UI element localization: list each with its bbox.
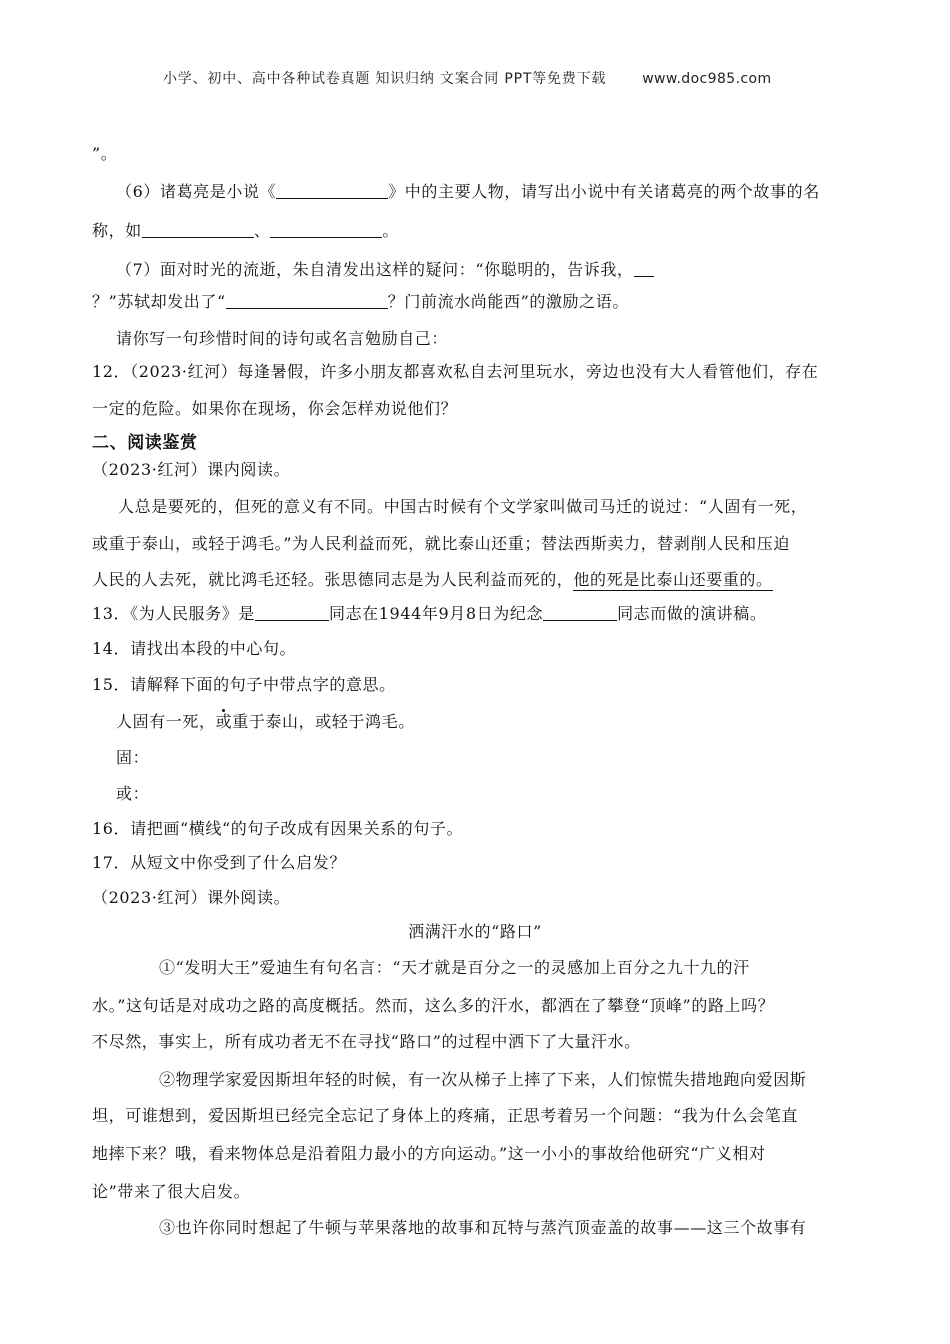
q13 — [92, 603, 766, 625]
section-title: 二、阅读鉴赏 — [92, 433, 198, 453]
q11-part7-line2 — [92, 291, 629, 313]
article-p2-line3: 地摔下来？哦，看来物体总是沿着阻力最小的方向运动。”这一小小的事故给他研究“广义相对 — [92, 1144, 766, 1163]
answer-blank-story-1[interactable] — [142, 220, 254, 238]
answer-blank-novel[interactable] — [276, 181, 388, 199]
header-text: 小学、初中、高中各种试卷真题 知识归纳 文案合同 PPT等免费下载 — [163, 71, 607, 87]
passage1-line3 — [92, 569, 773, 591]
q14: 14．请找出本段的中心句。 — [92, 639, 297, 658]
q11-part6-end: 。 — [382, 221, 400, 240]
q17: 17．从短文中你受到了什么启发？ — [92, 853, 346, 872]
passage1-line1: 人总是要死的，但死的意义有不同。中国古时候有个文学家叫做司马迁的说过：“人固有一死， — [118, 497, 808, 516]
article-p1-line3: 不尽然，事实上，所有成功者无不在寻找“路口”的过程中洒下了大量汗水。 — [92, 1032, 641, 1051]
q11-part6-sep: 、 — [253, 221, 271, 240]
article-p1-line1: ①“发明大王”爱迪生有句名言：“天才就是百分之一的灵感加上百分之九十九的汗 — [159, 958, 750, 977]
passage1-intro: （2023·红河）课内阅读。 — [92, 460, 291, 479]
q11-part7-line1 — [116, 259, 654, 281]
article-p2-line4: 论”带来了很大启发。 — [92, 1182, 251, 1201]
q13-text-c: 同志而做的演讲稿。 — [617, 604, 767, 623]
passage1-line2: 或重于泰山，或轻于鸿毛。”为人民利益而死，就比泰山还重；替法西斯卖力，替剥削人民和压迫 — [92, 534, 790, 553]
page-header — [163, 68, 772, 90]
article-title: 洒满汗水的“路口” — [408, 922, 542, 941]
q15-sentence — [116, 711, 415, 733]
answer-blank-author[interactable] — [255, 603, 329, 621]
q12-line1: 12．（2023·红河）每逢暑假，许多小朋友都喜欢私自去河里玩水，旁边也没有大人看管他们，存在 — [92, 362, 819, 381]
q11-part6-text-b: 》中的主要人物，请写出小说中有关诸葛亮的两个故事的名 — [388, 182, 820, 201]
underlined-sentence: 他的死是比泰山还要重的。 — [573, 570, 773, 589]
q15-huo-label: 或： — [116, 784, 150, 803]
q15: 15．请解释下面的句子中带点字的意思。 — [92, 675, 396, 694]
q11-part7-text-b: ？”苏轼却发出了“ — [92, 292, 226, 311]
article-p2-line1: ②物理学家爱因斯坦年轻的时候，有一次从梯子上摔了下来，人们惊慌失措地跑向爱因斯 — [159, 1070, 807, 1089]
q11-part7-text-c: ？门前流水尚能西”的激励之语。 — [387, 292, 629, 311]
header-url[interactable]: www.doc985.com — [642, 71, 772, 87]
q11-part6-line2 — [92, 220, 399, 242]
q11-part6-text-c: 称，如 — [92, 221, 142, 240]
article-p1-line2: 水。”这句话是对成功之路的高度概括。然而，这么多的汗水，都洒在了攀登“顶峰”的路上吗？ — [92, 996, 775, 1015]
q11-part6-line1 — [116, 181, 820, 203]
answer-blank-zhu-ziqing[interactable] — [634, 259, 654, 277]
article-p2-line2: 坦，可谁想到，爱因斯坦已经完全忘记了身体上的疼痛，正思考着另一个问题：“我为什么会笔直 — [92, 1106, 798, 1125]
passage1-line3-text: 人民的人去死，就比鸿毛还轻。张思德同志是为人民利益而死的， — [92, 570, 574, 589]
answer-blank-commemorated[interactable] — [543, 603, 617, 621]
q11-tail: ”。 — [92, 144, 118, 163]
answer-blank-story-2[interactable] — [270, 220, 382, 238]
q15-sentence-b: 重于泰山，或轻于鸿毛。 — [232, 712, 415, 731]
q13-text-a: 13．《为人民服务》是 — [92, 604, 255, 623]
dotted-character: 或 — [215, 712, 233, 731]
q15-sentence-a: 人固有一死， — [116, 712, 216, 731]
answer-blank-su-shi[interactable] — [226, 291, 388, 309]
article-p3-line1: ③也许你同时想起了牛顿与苹果落地的故事和瓦特与蒸汽顶壶盖的故事——这三个故事有 — [159, 1218, 807, 1237]
q15-gu-label: 固： — [116, 748, 150, 767]
q11-part6-text-a: （6）诸葛亮是小说《 — [116, 182, 277, 201]
q12-line2: 一定的危险。如果你在现场，你会怎样劝说他们？ — [92, 399, 458, 418]
q13-text-b: 同志在1944年9月8日为纪念 — [328, 604, 544, 623]
q11-part7-text-a: （7）面对时光的流逝，朱自清发出这样的疑问：“你聪明的，告诉我， — [116, 260, 634, 279]
q16: 16．请把画“横线“的句子改成有因果关系的句子。 — [92, 819, 464, 838]
q11-part7-prompt: 请你写一句珍惜时间的诗句或名言勉励自己： — [116, 329, 449, 348]
passage2-intro: （2023·红河）课外阅读。 — [92, 888, 291, 907]
